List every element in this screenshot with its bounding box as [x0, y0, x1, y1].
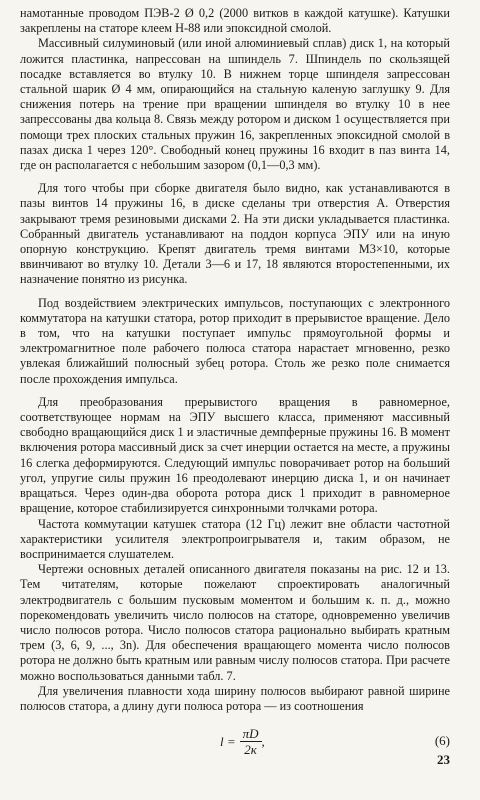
- paragraph-7: Чертежи основных деталей описанного двигателя показаны на рис. 12 и 13. Тем читателям, которые пожелают спроектировать аналогичный электродвигатель с большим пусковым моментом и большим к. п. д., можно порекомендовать увеличить число полюсов на статоре, одновременно увеличив число полюсов ротора. Число полюсов статора рационально выбирать кратным трем (3, 6, 9, ..., 3n). Для обеспечения вращающего момента число полюсов ротора не должно быть кратным или равным числу полюсов статора. При расчете можно воспользоваться данными табл. 7.: [20, 562, 450, 683]
- formula-denominator: 2к: [244, 742, 257, 758]
- formula-numerator: πD: [240, 726, 262, 742]
- paragraph-1: намотанные проводом ПЭВ-2 Ø 0,2 (2000 витков в каждой катушке). Катушки закреплены на статоре клеем Н-88 или эпоксидной смолой.: [20, 6, 450, 36]
- formula-tail: ,: [261, 733, 265, 749]
- paragraph-3: Для того чтобы при сборке двигателя было видно, как устанавливаются в пазы винтов 14 пружины 16, в диске сделаны три отверстия А. Отверстия закрывают тремя резиновыми дисками 2. На эти диски укладывается пластинка. Собранный двигатель устанавливают на поддон корпуса ЭПУ или на иную опорную конструкцию. Крепят двигатель тремя винтами М3×10, которые ввинчивают во втулку 10. Детали 3—6 и 17, 18 являются второстепенными, их назначение понятно из рисунка.: [20, 181, 450, 287]
- paragraph-2: Массивный силуминовый (или иной алюминиевый сплав) диск 1, на который ложится пластинка, напрессован на шпиндель 7. Шпиндель по скользящей посадке вставляется во втулку 10. В нижнем торце шпинделя запрессован стальной шарик Ø 4 мм, опирающийся на стальную каленую заглушку 9. Для снижения потерь на трение при вращении шпинделя во втулку 10 в нее запрессованы два кольца 8. Связь между ротором и диском 1 осуществляется при помощи трех плоских стальных пружин 16, закрепленных эпоксидной смолой в пазах диска 1 через 120°. Свободный конец пружины 16 входит в паз винта 14, где он располагается с небольшим зазором (0,1—0,3 мм).: [20, 36, 450, 173]
- equation-number: (6): [434, 733, 450, 749]
- paragraph-5: Для преобразования прерывистого вращения в равномерное, соответствующее нормам на ЭПУ высшего класса, применяют массивный свободно вращающийся диск 1 и эластичные демпферные пружины 16. В момент включения ротора массивный диск за счет инерции остается на месте, а пружины 16 слегка деформируются. Следующий импульс поворачивает ротор на больший угол, упругие силы пружин 16 преодолевают инерцию диска 1, и он начинает вращаться. Через один-два оборота ротора диск 1 приходит в равномерное вращение, которое стабилизируется синхронными толчками ротора.: [20, 394, 450, 516]
- formula-lhs: l =: [220, 733, 236, 749]
- paragraph-6: Частота коммутации катушек статора (12 Гц) лежит вне области частотной характеристики усилителя электропроигрывателя и, таким образом, не воспринимается слушателем.: [20, 516, 450, 561]
- paragraph-8: Для увеличения плавности хода ширину полюсов выбирают равной ширине полюсов статора, а длину дуги полюса ротора — из соотношения: [20, 683, 450, 713]
- formula-expression: [220, 726, 265, 757]
- formula-fraction: [240, 726, 262, 757]
- page-number: 23: [437, 752, 450, 767]
- paragraph-4: Под воздействием электрических импульсов, поступающих с электронного коммутатора на катушки статора, ротор приходит в прерывистое вращение. Дело в том, что на катушки поступает импульс прямоугольной формы и электромагнитное поле рабочего полюса статора нарастает мгновенно, резко увлекая ближайший полюсный зубец ротора. Столь же резко поле снимается после прохождения импульса.: [20, 295, 450, 386]
- formula-6: [20, 722, 450, 762]
